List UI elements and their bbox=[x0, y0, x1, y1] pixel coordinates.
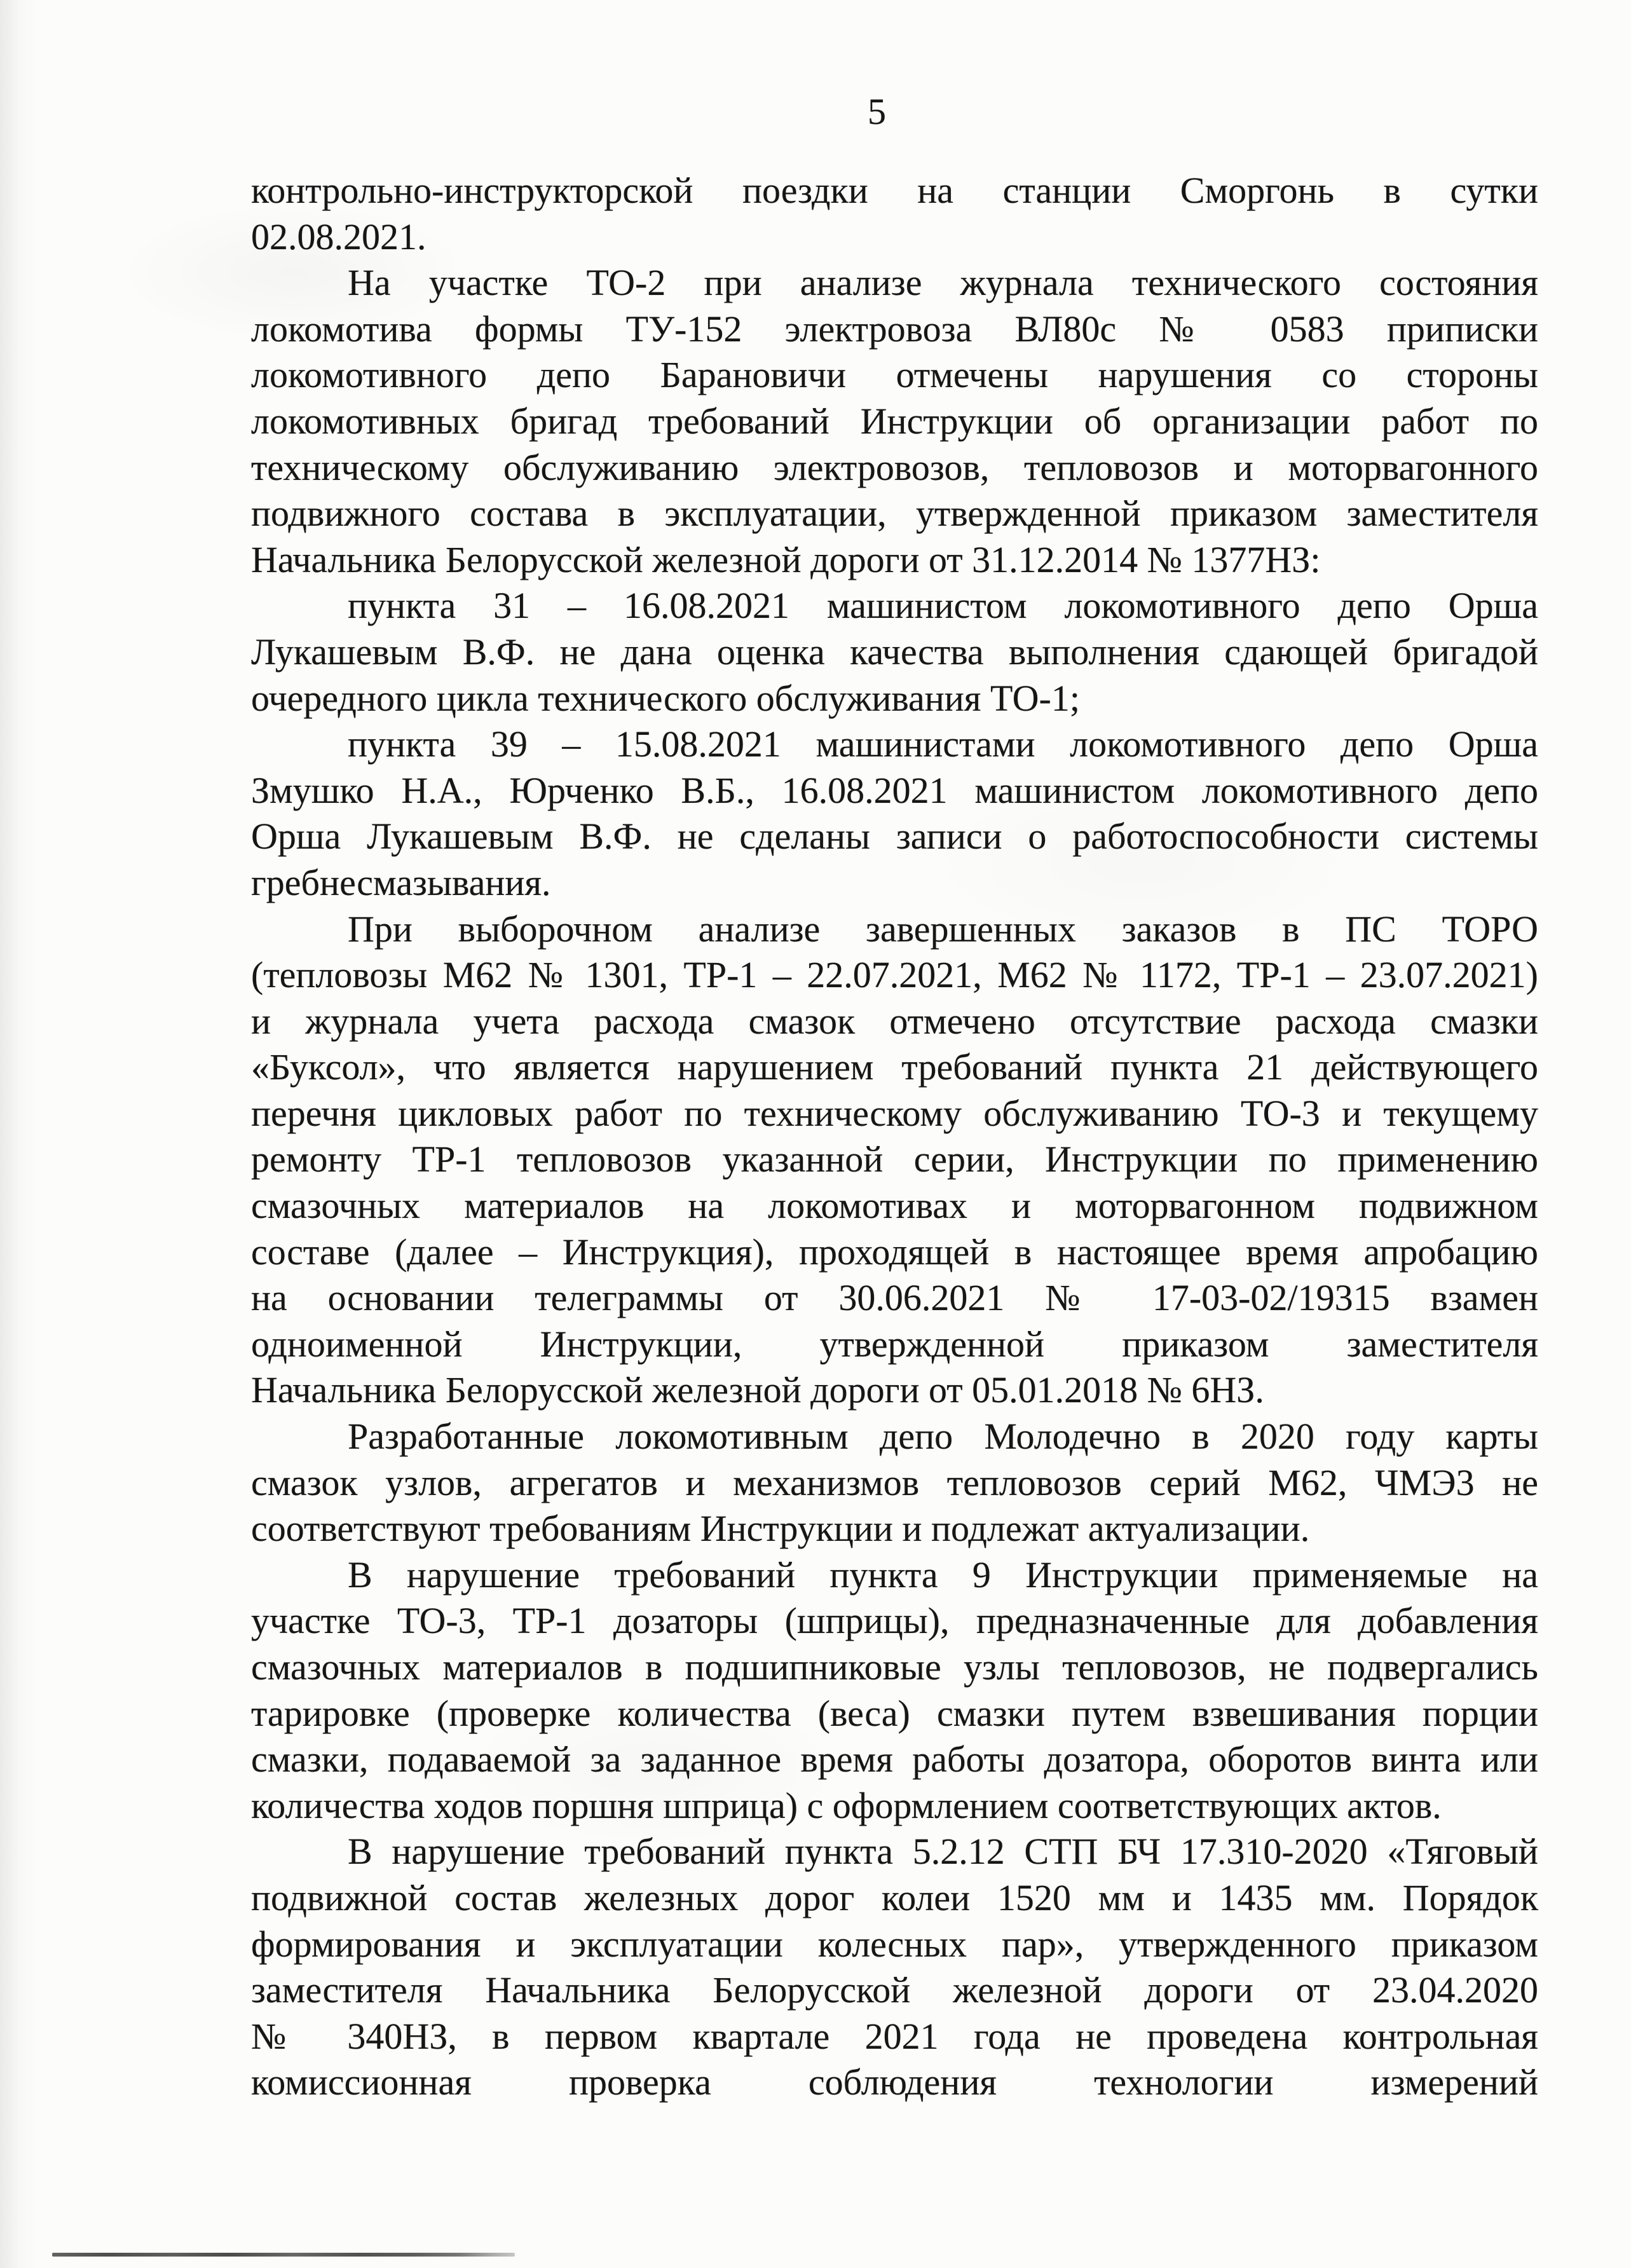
scan-edge-shadow bbox=[0, 0, 44, 2268]
text-line: участке ТО-3, ТР-1 дозаторы (шприцы), предназначенные для добавления bbox=[251, 1600, 1538, 1642]
text-line: количества ходов поршня шприца) с оформлением соответствующих актов. bbox=[251, 1784, 1442, 1826]
text-line: пункта 39 – 15.08.2021 машинистами локомотивного депо Орша bbox=[348, 723, 1538, 765]
text-line: В нарушение требований пункта 5.2.12 СТП БЧ 17.310-2020 «Тяговый bbox=[348, 1831, 1538, 1873]
text-line: смазок узлов, агрегатов и механизмов тепловозов серий М62, ЧМЭ3 не bbox=[251, 1461, 1538, 1503]
text-line: ремонту ТР-1 тепловозов указанной серии, Инструкции по применению bbox=[251, 1138, 1538, 1180]
text-line: очередного цикла технического обслуживания ТО-1; bbox=[251, 677, 1080, 719]
text-line: Лукашевым В.Ф. не дана оценка качества выполнения сдающей бригадой bbox=[251, 631, 1538, 673]
text-line: (тепловозы М62 № 1301, ТР-1 – 22.07.2021, М62 № 1172, ТР-1 – 23.07.2021) bbox=[251, 954, 1538, 996]
text-line: локомотивных бригад требований Инструкции об организации работ по bbox=[251, 400, 1538, 442]
text-line: Разработанные локомотивным депо Молодечно в 2020 году карты bbox=[348, 1416, 1538, 1458]
text-line: формирования и эксплуатации колесных пар», утвержденного приказом bbox=[251, 1923, 1538, 1965]
text-line: При выборочном анализе завершенных заказов в ПС ТОРО bbox=[348, 908, 1538, 950]
text-line: 02.08.2021. bbox=[251, 215, 427, 257]
text-line: локомотивного депо Барановичи отмечены нарушения со стороны bbox=[251, 354, 1538, 396]
document-body bbox=[251, 168, 1538, 2106]
text-line: «Буксол», что является нарушением требований пункта 21 действующего bbox=[251, 1046, 1538, 1088]
text-line: смазочных материалов на локомотивах и моторвагонном подвижном bbox=[251, 1185, 1538, 1227]
text-line: локомотива формы ТУ-152 электровоза ВЛ80с № 0583 приписки bbox=[251, 308, 1538, 350]
text-line: заместителя Начальника Белорусской железной дороги от 23.04.2020 bbox=[251, 1969, 1538, 2011]
text-line: В нарушение требований пункта 9 Инструкции применяемые на bbox=[348, 1554, 1538, 1595]
text-line: соответствуют требованиям Инструкции и подлежат актуализации. bbox=[251, 1508, 1310, 1550]
text-line: составе (далее – Инструкция), проходящей в настоящее время апробацию bbox=[251, 1231, 1538, 1273]
text-line: и журнала учета расхода смазок отмечено отсутствие расхода смазки bbox=[251, 1000, 1538, 1042]
text-line: техническому обслуживанию электровозов, тепловозов и моторвагонного bbox=[251, 446, 1538, 488]
text-line: подвижной состав железных дорог колеи 1520 мм и 1435 мм. Порядок bbox=[251, 1876, 1538, 1918]
text-line: пункта 31 – 16.08.2021 машинистом локомотивного депо Орша bbox=[348, 585, 1538, 627]
text-line: На участке ТО-2 при анализе журнала технического состояния bbox=[348, 262, 1538, 304]
text-line: одноименной Инструкции, утвержденной приказом заместителя bbox=[251, 1323, 1538, 1365]
page-number: 5 bbox=[868, 91, 886, 132]
text-line: гребнесмазывания. bbox=[251, 861, 551, 903]
text-line: контрольно-инструкторской поездки на станции Сморгонь в сутки bbox=[251, 170, 1538, 211]
text-line: на основании телеграммы от 30.06.2021 № 17-03-02/19315 взамен bbox=[251, 1277, 1538, 1319]
text-line: комиссионная проверка соблюдения технологии измерений bbox=[251, 2061, 1538, 2103]
text-line: смазочных материалов в подшипниковые узлы тепловозов, не подвергались bbox=[251, 1646, 1538, 1688]
text-line: Начальника Белорусской железной дороги от 31.12.2014 № 1377НЗ: bbox=[251, 538, 1321, 580]
text-line: перечня цикловых работ по техническому обслуживанию ТО-3 и текущему bbox=[251, 1092, 1538, 1134]
text-line: смазки, подаваемой за заданное время работы дозатора, оборотов винта или bbox=[251, 1739, 1538, 1780]
text-line: тарировке (проверке количества (веса) смазки путем взвешивания порции bbox=[251, 1692, 1538, 1734]
text-line: Змушко Н.А., Юрченко В.Б., 16.08.2021 машинистом локомотивного депо bbox=[251, 769, 1538, 811]
text-line: подвижного состава в эксплуатации, утвержденной приказом заместителя bbox=[251, 493, 1538, 535]
text-line: № 340НЗ, в первом квартале 2021 года не проведена контрольная bbox=[251, 2015, 1538, 2057]
text-line: Начальника Белорусской железной дороги от 05.01.2018 № 6НЗ. bbox=[251, 1369, 1264, 1411]
text-line: Орша Лукашевым В.Ф. не сделаны записи о работоспособности системы bbox=[251, 816, 1538, 857]
scan-artifact-line bbox=[52, 2253, 515, 2257]
